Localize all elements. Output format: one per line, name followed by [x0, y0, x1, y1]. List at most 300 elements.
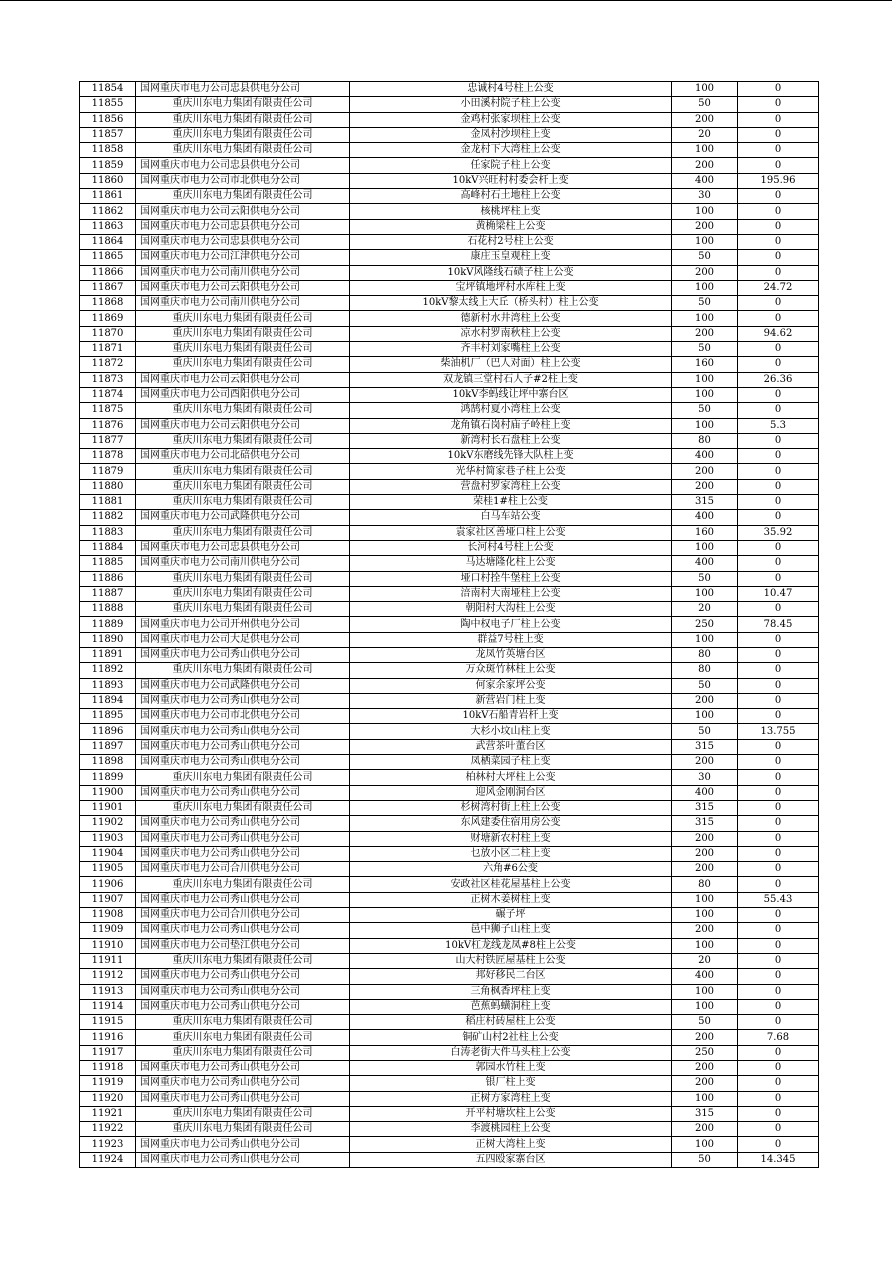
row-capacity-cell: 80	[672, 877, 738, 892]
row-org-cell: 国网重庆市电力公司大足供电分公司	[136, 632, 350, 647]
row-capacity-cell: 50	[672, 403, 738, 418]
row-id-cell: 11869	[80, 311, 136, 326]
row-name-cell: 芭蕉蚂蟥洞柱上变	[350, 999, 672, 1014]
row-org-cell: 国网重庆市电力公司忠县供电分公司	[136, 158, 350, 173]
row-id-cell: 11894	[80, 693, 136, 708]
row-value-cell: 0	[738, 556, 819, 571]
row-name-cell: 齐丰村刘家嘴柱上公变	[350, 342, 672, 357]
row-org-cell: 重庆川东电力集团有限责任公司	[136, 1122, 350, 1137]
row-id-cell: 11881	[80, 495, 136, 510]
row-org-cell: 国网重庆市电力公司忠县供电分公司	[136, 540, 350, 555]
row-capacity-cell: 315	[672, 1106, 738, 1121]
table-row	[80, 938, 819, 953]
row-org-cell: 国网重庆市电力公司秀山供电分公司	[136, 816, 350, 831]
table-row	[80, 862, 819, 877]
row-capacity-cell: 30	[672, 189, 738, 204]
row-value-cell: 0	[738, 449, 819, 464]
row-id-cell: 11902	[80, 816, 136, 831]
row-org-cell: 重庆川东电力集团有限责任公司	[136, 770, 350, 785]
row-org-cell: 重庆川东电力集团有限责任公司	[136, 112, 350, 127]
row-capacity-cell: 200	[672, 158, 738, 173]
table-row	[80, 372, 819, 387]
row-capacity-cell: 100	[672, 908, 738, 923]
row-capacity-cell: 20	[672, 602, 738, 617]
row-name-cell: 安政社区桂花屋基柱上公变	[350, 877, 672, 892]
row-name-cell: 10kV石船青岩杆上变	[350, 709, 672, 724]
table-row	[80, 770, 819, 785]
table-row	[80, 1015, 819, 1030]
row-id-cell: 11884	[80, 540, 136, 555]
row-id-cell: 11863	[80, 219, 136, 234]
row-org-cell: 重庆川东电力集团有限责任公司	[136, 311, 350, 326]
table-row	[80, 693, 819, 708]
table-row	[80, 234, 819, 249]
table-row	[80, 1091, 819, 1106]
row-org-cell: 国网重庆市电力公司忠县供电分公司	[136, 82, 350, 97]
row-name-cell: 德新村水井湾柱上公变	[350, 311, 672, 326]
row-name-cell: 朝阳村大沟柱上公变	[350, 602, 672, 617]
row-org-cell: 国网重庆市电力公司秀山供电分公司	[136, 739, 350, 754]
row-id-cell: 11904	[80, 846, 136, 861]
row-id-cell: 11887	[80, 586, 136, 601]
table-row	[80, 525, 819, 540]
row-id-cell: 11874	[80, 387, 136, 402]
row-name-cell: 康庄玉皇观柱上变	[350, 250, 672, 265]
row-name-cell: 光华村简家巷子柱上公变	[350, 464, 672, 479]
row-name-cell: 迎风金刚洞台区	[350, 785, 672, 800]
row-org-cell: 重庆川东电力集团有限责任公司	[136, 586, 350, 601]
row-value-cell: 0	[738, 663, 819, 678]
row-value-cell: 10.47	[738, 586, 819, 601]
row-org-cell: 重庆川东电力集团有限责任公司	[136, 571, 350, 586]
row-name-cell: 大杉小坟山柱上变	[350, 724, 672, 739]
row-value-cell: 0	[738, 357, 819, 372]
row-value-cell: 0	[738, 678, 819, 693]
row-name-cell: 白马车站公变	[350, 510, 672, 525]
row-name-cell: 涪南村大南垭柱上公变	[350, 586, 672, 601]
table-row	[80, 479, 819, 494]
row-org-cell: 重庆川东电力集团有限责任公司	[136, 525, 350, 540]
row-value-cell: 0	[738, 1076, 819, 1091]
table-row	[80, 923, 819, 938]
row-org-cell: 重庆川东电力集团有限责任公司	[136, 97, 350, 112]
row-id-cell: 11906	[80, 877, 136, 892]
row-id-cell: 11920	[80, 1091, 136, 1106]
table-row	[80, 219, 819, 234]
row-value-cell: 0	[738, 189, 819, 204]
row-value-cell: 35.92	[738, 525, 819, 540]
row-name-cell: 黄桷梁柱上公变	[350, 219, 672, 234]
row-id-cell: 11901	[80, 800, 136, 815]
row-capacity-cell: 200	[672, 219, 738, 234]
row-name-cell: 新湾村长石盘柱上公变	[350, 433, 672, 448]
table-row	[80, 1122, 819, 1137]
row-name-cell: 邦好移民二台区	[350, 969, 672, 984]
row-capacity-cell: 200	[672, 923, 738, 938]
row-name-cell: 石花村2号柱上公变	[350, 234, 672, 249]
row-name-cell: 忠诚村4号柱上公变	[350, 82, 672, 97]
row-value-cell: 0	[738, 387, 819, 402]
table-row	[80, 892, 819, 907]
table-row	[80, 709, 819, 724]
row-org-cell: 国网重庆市电力公司武隆供电分公司	[136, 510, 350, 525]
row-id-cell: 11903	[80, 831, 136, 846]
row-capacity-cell: 50	[672, 342, 738, 357]
row-value-cell: 0	[738, 1106, 819, 1121]
row-value-cell: 13.755	[738, 724, 819, 739]
row-name-cell: 凉水村罗南秋柱上公变	[350, 326, 672, 341]
row-value-cell: 0	[738, 862, 819, 877]
row-capacity-cell: 50	[672, 724, 738, 739]
row-value-cell: 0	[738, 1061, 819, 1076]
row-name-cell: 垭口村拴牛堡柱上公变	[350, 571, 672, 586]
row-org-cell: 国网重庆市电力公司秀山供电分公司	[136, 693, 350, 708]
row-id-cell: 11889	[80, 617, 136, 632]
row-org-cell: 国网重庆市电力公司合川供电分公司	[136, 908, 350, 923]
row-name-cell: 郭园水竹柱上变	[350, 1061, 672, 1076]
table-row	[80, 342, 819, 357]
row-value-cell: 94.62	[738, 326, 819, 341]
row-org-cell: 重庆川东电力集团有限责任公司	[136, 342, 350, 357]
row-name-cell: 铜矿山村2社柱上公变	[350, 1030, 672, 1045]
row-value-cell: 0	[738, 433, 819, 448]
table-row	[80, 265, 819, 280]
row-id-cell: 11870	[80, 326, 136, 341]
row-name-cell: 10kV风隆线石碛子柱上公变	[350, 265, 672, 280]
table-row	[80, 189, 819, 204]
row-org-cell: 重庆川东电力集团有限责任公司	[136, 495, 350, 510]
row-id-cell: 11892	[80, 663, 136, 678]
row-name-cell: 长河村4号柱上公变	[350, 540, 672, 555]
row-value-cell: 0	[738, 97, 819, 112]
row-id-cell: 11888	[80, 602, 136, 617]
row-name-cell: 10kV兴旺村村委会杆上变	[350, 173, 672, 188]
row-name-cell: 杉树湾村街上柱上公变	[350, 800, 672, 815]
row-org-cell: 重庆川东电力集团有限责任公司	[136, 479, 350, 494]
table-row	[80, 1076, 819, 1091]
row-value-cell: 0	[738, 495, 819, 510]
row-org-cell: 国网重庆市电力公司酉阳供电分公司	[136, 387, 350, 402]
table-row	[80, 755, 819, 770]
row-org-cell: 国网重庆市电力公司秀山供电分公司	[136, 1137, 350, 1152]
row-capacity-cell: 100	[672, 143, 738, 158]
row-id-cell: 11899	[80, 770, 136, 785]
row-value-cell: 0	[738, 1045, 819, 1060]
row-id-cell: 11878	[80, 449, 136, 464]
row-capacity-cell: 200	[672, 464, 738, 479]
row-value-cell: 0	[738, 82, 819, 97]
row-value-cell: 0	[738, 234, 819, 249]
row-name-cell: 碾子坪	[350, 908, 672, 923]
row-id-cell: 11898	[80, 755, 136, 770]
row-name-cell: 五四殴家寨台区	[350, 1152, 672, 1167]
row-value-cell: 0	[738, 800, 819, 815]
table-row	[80, 326, 819, 341]
row-org-cell: 重庆川东电力集团有限责任公司	[136, 189, 350, 204]
row-id-cell: 11871	[80, 342, 136, 357]
row-capacity-cell: 20	[672, 127, 738, 142]
row-name-cell: 开平村塘坎柱上公变	[350, 1106, 672, 1121]
row-name-cell: 白涛老街大件马头柱上公变	[350, 1045, 672, 1060]
table-row	[80, 1106, 819, 1121]
row-name-cell: 银厂柱上变	[350, 1076, 672, 1091]
row-capacity-cell: 100	[672, 999, 738, 1014]
table-row	[80, 632, 819, 647]
row-value-cell: 7.68	[738, 1030, 819, 1045]
table-row	[80, 785, 819, 800]
table-row	[80, 449, 819, 464]
row-capacity-cell: 400	[672, 969, 738, 984]
row-value-cell: 0	[738, 647, 819, 662]
row-org-cell: 重庆川东电力集团有限责任公司	[136, 1015, 350, 1030]
row-capacity-cell: 400	[672, 785, 738, 800]
row-name-cell: 龙凤竹英塘台区	[350, 647, 672, 662]
row-capacity-cell: 160	[672, 525, 738, 540]
row-id-cell: 11891	[80, 647, 136, 662]
row-id-cell: 11859	[80, 158, 136, 173]
row-value-cell: 55.43	[738, 892, 819, 907]
row-org-cell: 国网重庆市电力公司南川供电分公司	[136, 556, 350, 571]
row-name-cell: 东风建委住宿用房公变	[350, 816, 672, 831]
row-id-cell: 11917	[80, 1045, 136, 1060]
row-value-cell: 0	[738, 1137, 819, 1152]
row-org-cell: 国网重庆市电力公司合川供电分公司	[136, 862, 350, 877]
row-id-cell: 11890	[80, 632, 136, 647]
row-id-cell: 11886	[80, 571, 136, 586]
row-value-cell: 0	[738, 709, 819, 724]
row-value-cell: 0	[738, 1015, 819, 1030]
row-value-cell: 0	[738, 510, 819, 525]
row-capacity-cell: 80	[672, 433, 738, 448]
row-name-cell: 群益7号柱上变	[350, 632, 672, 647]
table-row	[80, 311, 819, 326]
row-capacity-cell: 100	[672, 418, 738, 433]
row-capacity-cell: 160	[672, 357, 738, 372]
row-id-cell: 11922	[80, 1122, 136, 1137]
row-org-cell: 国网重庆市电力公司秀山供电分公司	[136, 846, 350, 861]
row-name-cell: 10kV黎太线上大丘（桥头村）柱上公变	[350, 296, 672, 311]
table-row	[80, 112, 819, 127]
row-id-cell: 11858	[80, 143, 136, 158]
row-org-cell: 重庆川东电力集团有限责任公司	[136, 357, 350, 372]
row-org-cell: 重庆川东电力集团有限责任公司	[136, 663, 350, 678]
row-org-cell: 国网重庆市电力公司市北供电分公司	[136, 173, 350, 188]
row-capacity-cell: 80	[672, 647, 738, 662]
row-org-cell: 重庆川东电力集团有限责任公司	[136, 1045, 350, 1060]
row-value-cell: 26.36	[738, 372, 819, 387]
row-value-cell: 0	[738, 342, 819, 357]
table-row	[80, 510, 819, 525]
row-id-cell: 11913	[80, 984, 136, 999]
row-id-cell: 11877	[80, 433, 136, 448]
row-capacity-cell: 100	[672, 892, 738, 907]
row-value-cell: 0	[738, 602, 819, 617]
row-capacity-cell: 100	[672, 1137, 738, 1152]
row-name-cell: 邑中狮子山柱上变	[350, 923, 672, 938]
table-row	[80, 1137, 819, 1152]
row-id-cell: 11876	[80, 418, 136, 433]
row-capacity-cell: 100	[672, 82, 738, 97]
row-org-cell: 国网重庆市电力公司秀山供电分公司	[136, 724, 350, 739]
row-value-cell: 0	[738, 877, 819, 892]
row-capacity-cell: 50	[672, 97, 738, 112]
row-name-cell: 三角枫香坪柱上变	[350, 984, 672, 999]
row-name-cell: 李渡桃园柱上公变	[350, 1122, 672, 1137]
row-value-cell: 0	[738, 571, 819, 586]
row-id-cell: 11916	[80, 1030, 136, 1045]
row-capacity-cell: 50	[672, 678, 738, 693]
row-value-cell: 0	[738, 311, 819, 326]
row-value-cell: 0	[738, 479, 819, 494]
row-id-cell: 11923	[80, 1137, 136, 1152]
row-capacity-cell: 100	[672, 540, 738, 555]
row-capacity-cell: 30	[672, 770, 738, 785]
row-id-cell: 11885	[80, 556, 136, 571]
table-row	[80, 1152, 819, 1167]
row-name-cell: 宝坪镇地坪村水库柱上变	[350, 280, 672, 295]
row-id-cell: 11900	[80, 785, 136, 800]
row-capacity-cell: 100	[672, 280, 738, 295]
row-value-cell: 0	[738, 831, 819, 846]
row-capacity-cell: 315	[672, 816, 738, 831]
table-row	[80, 387, 819, 402]
row-id-cell: 11866	[80, 265, 136, 280]
row-capacity-cell: 400	[672, 449, 738, 464]
row-capacity-cell: 200	[672, 1076, 738, 1091]
table-row	[80, 999, 819, 1014]
row-value-cell: 0	[738, 540, 819, 555]
row-capacity-cell: 200	[672, 112, 738, 127]
row-capacity-cell: 200	[672, 862, 738, 877]
row-name-cell: 营盘村罗家湾柱上公变	[350, 479, 672, 494]
row-name-cell: 10kV杠龙线龙凤#8柱上公变	[350, 938, 672, 953]
row-capacity-cell: 400	[672, 173, 738, 188]
row-name-cell: 10kV东磨线先锋大队柱上变	[350, 449, 672, 464]
row-id-cell: 11908	[80, 908, 136, 923]
row-name-cell: 六角#6公变	[350, 862, 672, 877]
row-name-cell: 10kV李蚂线让坪中寨台区	[350, 387, 672, 402]
table-row	[80, 908, 819, 923]
table-row	[80, 1045, 819, 1060]
table-row	[80, 846, 819, 861]
data-table	[79, 81, 819, 1168]
row-value-cell: 0	[738, 785, 819, 800]
row-id-cell: 11924	[80, 1152, 136, 1167]
row-org-cell: 国网重庆市电力公司秀山供电分公司	[136, 984, 350, 999]
row-name-cell: 凤栖菜园子柱上变	[350, 755, 672, 770]
table-row	[80, 204, 819, 219]
row-capacity-cell: 100	[672, 372, 738, 387]
row-name-cell: 鸿鹄村夏小湾柱上公变	[350, 403, 672, 418]
row-id-cell: 11883	[80, 525, 136, 540]
row-org-cell: 国网重庆市电力公司南川供电分公司	[136, 265, 350, 280]
row-name-cell: 何家余家坪公变	[350, 678, 672, 693]
row-id-cell: 11909	[80, 923, 136, 938]
row-org-cell: 国网重庆市电力公司云阳供电分公司	[136, 280, 350, 295]
row-capacity-cell: 100	[672, 311, 738, 326]
row-capacity-cell: 50	[672, 1015, 738, 1030]
row-value-cell: 0	[738, 999, 819, 1014]
row-id-cell: 11910	[80, 938, 136, 953]
table-row	[80, 357, 819, 372]
row-capacity-cell: 400	[672, 556, 738, 571]
row-value-cell: 78.45	[738, 617, 819, 632]
table-row	[80, 540, 819, 555]
row-value-cell: 0	[738, 1091, 819, 1106]
row-name-cell: 正树木姜树柱上变	[350, 892, 672, 907]
table-body	[80, 82, 819, 1168]
row-id-cell: 11875	[80, 403, 136, 418]
row-capacity-cell: 100	[672, 709, 738, 724]
row-org-cell: 国网重庆市电力公司南川供电分公司	[136, 296, 350, 311]
row-name-cell: 武营茶叶董台区	[350, 739, 672, 754]
row-id-cell: 11914	[80, 999, 136, 1014]
row-capacity-cell: 200	[672, 846, 738, 861]
row-value-cell: 0	[738, 204, 819, 219]
table-row	[80, 1061, 819, 1076]
row-id-cell: 11879	[80, 464, 136, 479]
row-org-cell: 国网重庆市电力公司云阳供电分公司	[136, 204, 350, 219]
row-value-cell: 0	[738, 265, 819, 280]
row-id-cell: 11882	[80, 510, 136, 525]
row-capacity-cell: 315	[672, 495, 738, 510]
row-capacity-cell: 100	[672, 204, 738, 219]
row-org-cell: 重庆川东电力集团有限责任公司	[136, 403, 350, 418]
row-capacity-cell: 250	[672, 617, 738, 632]
table-row	[80, 877, 819, 892]
row-org-cell: 国网重庆市电力公司云阳供电分公司	[136, 372, 350, 387]
row-name-cell: 陶中权电子厂柱上公变	[350, 617, 672, 632]
table-row	[80, 296, 819, 311]
row-name-cell: 马达塘隆化柱上公变	[350, 556, 672, 571]
row-org-cell: 国网重庆市电力公司云阳供电分公司	[136, 418, 350, 433]
table-row	[80, 158, 819, 173]
row-org-cell: 重庆川东电力集团有限责任公司	[136, 464, 350, 479]
row-capacity-cell: 315	[672, 739, 738, 754]
row-capacity-cell: 50	[672, 296, 738, 311]
row-id-cell: 11915	[80, 1015, 136, 1030]
table-row	[80, 127, 819, 142]
table-row	[80, 143, 819, 158]
row-capacity-cell: 200	[672, 1061, 738, 1076]
table-row	[80, 739, 819, 754]
row-name-cell: 正树大湾柱上变	[350, 1137, 672, 1152]
table-row	[80, 678, 819, 693]
row-value-cell: 195.96	[738, 173, 819, 188]
row-org-cell: 重庆川东电力集团有限责任公司	[136, 1030, 350, 1045]
row-value-cell: 0	[738, 938, 819, 953]
row-org-cell: 国网重庆市电力公司秀山供电分公司	[136, 1061, 350, 1076]
row-value-cell: 0	[738, 739, 819, 754]
row-value-cell: 0	[738, 816, 819, 831]
row-org-cell: 国网重庆市电力公司秀山供电分公司	[136, 1076, 350, 1091]
row-value-cell: 14.345	[738, 1152, 819, 1167]
row-org-cell: 国网重庆市电力公司市北供电分公司	[136, 709, 350, 724]
row-value-cell: 0	[738, 219, 819, 234]
row-capacity-cell: 400	[672, 510, 738, 525]
row-name-cell: 柴油机厂（巴人对面）柱上公变	[350, 357, 672, 372]
row-capacity-cell: 200	[672, 693, 738, 708]
row-org-cell: 国网重庆市电力公司秀山供电分公司	[136, 923, 350, 938]
row-org-cell: 国网重庆市电力公司垫江供电分公司	[136, 938, 350, 953]
table-row	[80, 97, 819, 112]
row-value-cell: 0	[738, 846, 819, 861]
row-value-cell: 0	[738, 632, 819, 647]
table-row	[80, 602, 819, 617]
row-org-cell: 国网重庆市电力公司秀山供电分公司	[136, 831, 350, 846]
row-org-cell: 重庆川东电力集团有限责任公司	[136, 143, 350, 158]
row-id-cell: 11912	[80, 969, 136, 984]
